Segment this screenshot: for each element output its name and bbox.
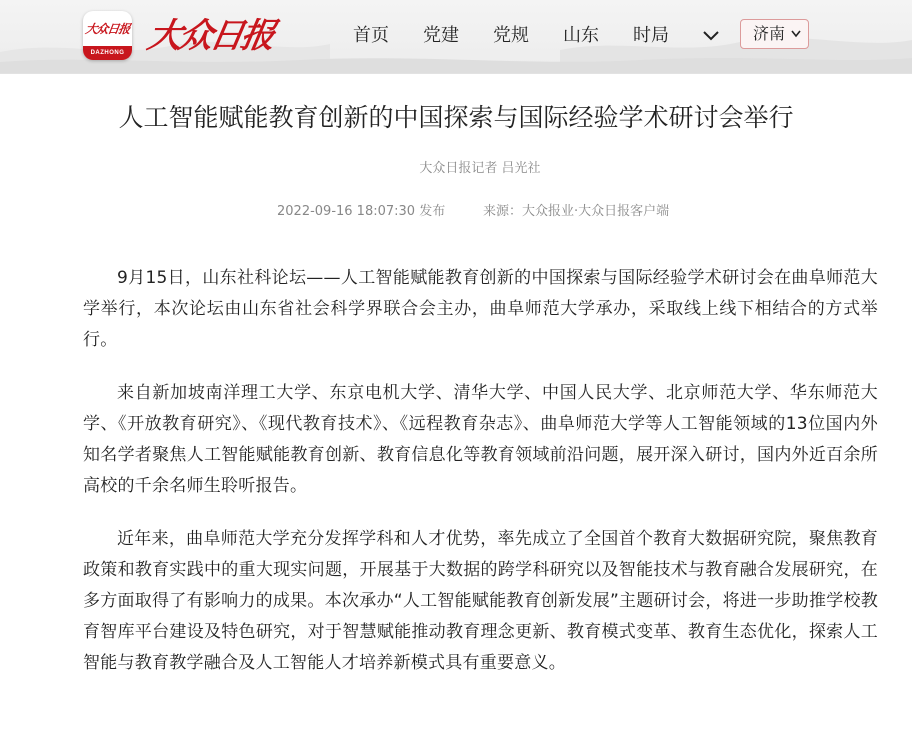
article-body xyxy=(83,263,878,701)
nav-item-home[interactable]: 首页 xyxy=(353,25,389,46)
site-header xyxy=(0,0,912,74)
article-paragraph: 来自新加坡南洋理工大学、东京电机大学、清华大学、中国人民大学、北京师范大学、华东师范大学、《开放教育研究》、《现代教育技术》、《远程教育杂志》、曲阜师范大学等人工智能领域的13位国内外知名学者聚焦人工智能赋能教育创新、教育信息化等教育领域前沿问题，展开深入研讨，国内外近百余所高校的千余名师生聆听报告。 xyxy=(83,383,878,496)
app-icon[interactable] xyxy=(83,11,132,60)
app-icon-script: 大众日报 xyxy=(84,22,131,36)
chevron-down-icon xyxy=(790,29,802,39)
article-byline: 大众日报记者 吕光社 xyxy=(419,161,541,176)
brand-logo[interactable]: 大众日报 xyxy=(144,16,276,56)
city-select-label: 济南 xyxy=(753,24,786,43)
nav-more-button[interactable] xyxy=(700,23,722,49)
nav-item-shandong[interactable]: 山东 xyxy=(563,25,599,46)
article-paragraph: 9月15日，山东社科论坛——人工智能赋能教育创新的中国探索与国际经验学术研讨会在曲阜师范大学举行，本次论坛由山东省社会科学界联合会主办，曲阜师范大学承办，采取线上线下相结合的方式举行。 xyxy=(83,268,878,350)
article-title: 人工智能赋能教育创新的中国探索与国际经验学术研讨会举行 xyxy=(118,103,794,132)
article-source: 来源：大众报业·大众日报客户端 xyxy=(483,204,670,219)
article-publish-time: 2022-09-16 18:07:30 发布 xyxy=(277,204,446,219)
nav-item-party-rules[interactable]: 党规 xyxy=(493,25,529,46)
nav-item-current-affairs[interactable]: 时局 xyxy=(633,25,669,46)
app-icon-band: DAZHONG xyxy=(83,46,132,60)
nav-item-party-building[interactable]: 党建 xyxy=(423,25,459,46)
chevron-down-icon xyxy=(700,23,722,49)
city-select[interactable] xyxy=(740,19,809,49)
article-paragraph: 近年来，曲阜师范大学充分发挥学科和人才优势，率先成立了全国首个教育大数据研究院，聚焦教育政策和教育实践中的重大现实问题，开展基于大数据的跨学科研究以及智能技术与教育融合发展研究，在多方面取得了有影响力的成果。本次承办“人工智能赋能教育创新发展”主题研讨会，将进一步助推学校教育智库平台建设及特色研究，对于智慧赋能推动教育理念更新、教育模式变革、教育生态优化，探索人工智能与教育教学融合及人工智能人才培养新模式具有重要意义。 xyxy=(83,529,878,673)
